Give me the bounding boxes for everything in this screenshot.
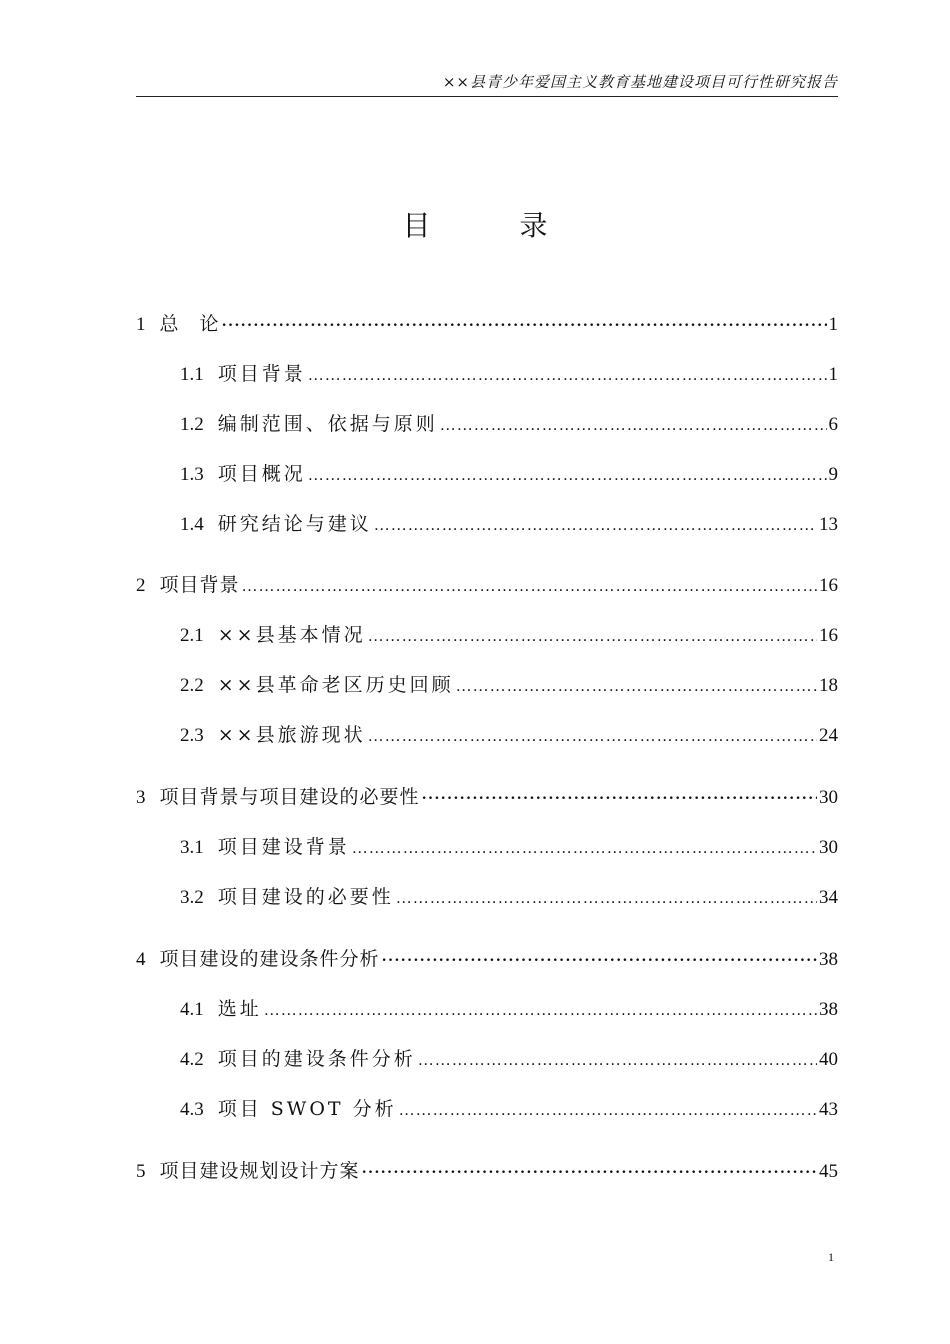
toc-dot-leader [382, 952, 817, 970]
toc-entry-page: 6 [828, 414, 838, 435]
toc-dot-leader [264, 1002, 817, 1020]
toc-entry-page: 18 [819, 675, 838, 696]
toc-entry-label: 总 论 [159, 313, 220, 335]
toc-entry-number: 1.1 [180, 364, 204, 385]
toc-entry-number: 3 [136, 787, 146, 808]
toc-entry-page: 45 [819, 1161, 838, 1182]
toc-entry[interactable] [136, 1156, 838, 1186]
toc-entry-number: 3.2 [180, 887, 204, 908]
toc-entry-number: 1.3 [180, 464, 204, 485]
toc-entry-label: 项目背景 [217, 363, 306, 385]
toc-entry-page: 40 [819, 1049, 838, 1070]
toc-entry[interactable] [180, 620, 838, 650]
toc-entry-number: 1.4 [180, 514, 204, 535]
toc-entry-number: 4.3 [180, 1099, 204, 1120]
toc-entry-label: 项目建设背景 [217, 836, 350, 858]
toc-entry-page: 30 [819, 787, 838, 808]
toc-dot-leader [308, 367, 827, 385]
toc-entry-page: 16 [819, 575, 838, 596]
toc-entry[interactable] [180, 359, 838, 389]
toc-entry-label: 项目的建设条件分析 [217, 1048, 416, 1070]
toc-entry-number: 4.1 [180, 999, 204, 1020]
toc-entry[interactable] [136, 309, 838, 339]
toc-entry-number: 3.1 [180, 837, 204, 858]
toc-entry[interactable] [136, 570, 838, 600]
toc-entry-number: 4 [136, 949, 146, 970]
toc-dot-leader [362, 1164, 817, 1182]
toc-dot-leader [418, 1052, 817, 1070]
toc-dot-leader [399, 1102, 817, 1120]
toc-entry[interactable] [180, 994, 838, 1024]
toc-entry-label: 编制范围、依据与原则 [217, 413, 438, 435]
toc-entry[interactable] [180, 409, 838, 439]
toc-entry[interactable] [180, 670, 838, 700]
toc-entry-label: ××县基本情况 [217, 624, 366, 646]
toc-entry-label: ××县革命老区历史回顾 [217, 674, 454, 696]
toc-entry[interactable] [180, 832, 838, 862]
toc-entry-number: 4.2 [180, 1049, 204, 1070]
toc-entry-page: 24 [819, 725, 838, 746]
toc-dot-leader [352, 840, 817, 858]
toc-entry-number: 2.1 [180, 625, 204, 646]
toc-entry-page: 9 [828, 464, 838, 485]
toc-entry-label: 研究结论与建议 [217, 513, 372, 535]
toc-entry-label: 项目概况 [217, 463, 306, 485]
toc-entry-label: 项目背景与项目建设的必要性 [159, 786, 420, 808]
toc-entry-page: 43 [819, 1099, 838, 1120]
toc-entry[interactable] [180, 720, 838, 750]
toc-entry-page: 38 [819, 949, 838, 970]
toc-dot-leader [422, 790, 817, 808]
toc-dot-leader [456, 678, 817, 696]
toc-entry-page: 13 [819, 514, 838, 535]
running-header [136, 68, 838, 97]
toc-entry-label: ××县旅游现状 [217, 724, 366, 746]
toc-entry-number: 1 [136, 314, 146, 335]
running-title: ××县青少年爱国主义教育基地建设项目可行性研究报告 [442, 73, 838, 91]
toc-dot-leader [368, 728, 817, 746]
toc-entry-page: 1 [828, 314, 838, 335]
toc-entry-label: 项目背景 [159, 574, 240, 596]
toc-dot-leader [368, 628, 817, 646]
toc-entry-label: 项目 SWOT 分析 [217, 1098, 397, 1120]
toc-entry[interactable] [136, 782, 838, 812]
toc-entry-number: 2.3 [180, 725, 204, 746]
toc-entry-page: 38 [819, 999, 838, 1020]
toc-dot-leader [440, 417, 827, 435]
toc-entry[interactable] [180, 459, 838, 489]
toc-entry-number: 2 [136, 575, 146, 596]
page-title: 目 录 [402, 209, 588, 242]
toc-entry-label: 项目建设的建设条件分析 [159, 948, 380, 970]
toc-entry[interactable] [180, 882, 838, 912]
page-number: 1 [828, 1250, 834, 1264]
toc-dot-leader [396, 890, 817, 908]
toc-dot-leader [308, 467, 827, 485]
toc-entry-number: 2.2 [180, 675, 204, 696]
toc-entry-page: 1 [828, 364, 838, 385]
toc-entry-label: 项目建设规划设计方案 [159, 1160, 360, 1182]
toc-dot-leader [242, 578, 817, 596]
toc-entry[interactable] [180, 509, 838, 539]
toc-entry-number: 5 [136, 1161, 146, 1182]
toc-entry-page: 34 [819, 887, 838, 908]
toc-entry-label: 项目建设的必要性 [217, 886, 394, 908]
toc-dot-leader [222, 317, 827, 335]
toc-entry[interactable] [180, 1044, 838, 1074]
toc-entry-page: 30 [819, 837, 838, 858]
toc-entry-label: 选址 [217, 998, 262, 1020]
toc-entry-number: 1.2 [180, 414, 204, 435]
toc-entry-page: 16 [819, 625, 838, 646]
toc-entry[interactable] [136, 944, 838, 974]
toc-dot-leader [374, 517, 817, 535]
toc-entry[interactable] [180, 1094, 838, 1124]
